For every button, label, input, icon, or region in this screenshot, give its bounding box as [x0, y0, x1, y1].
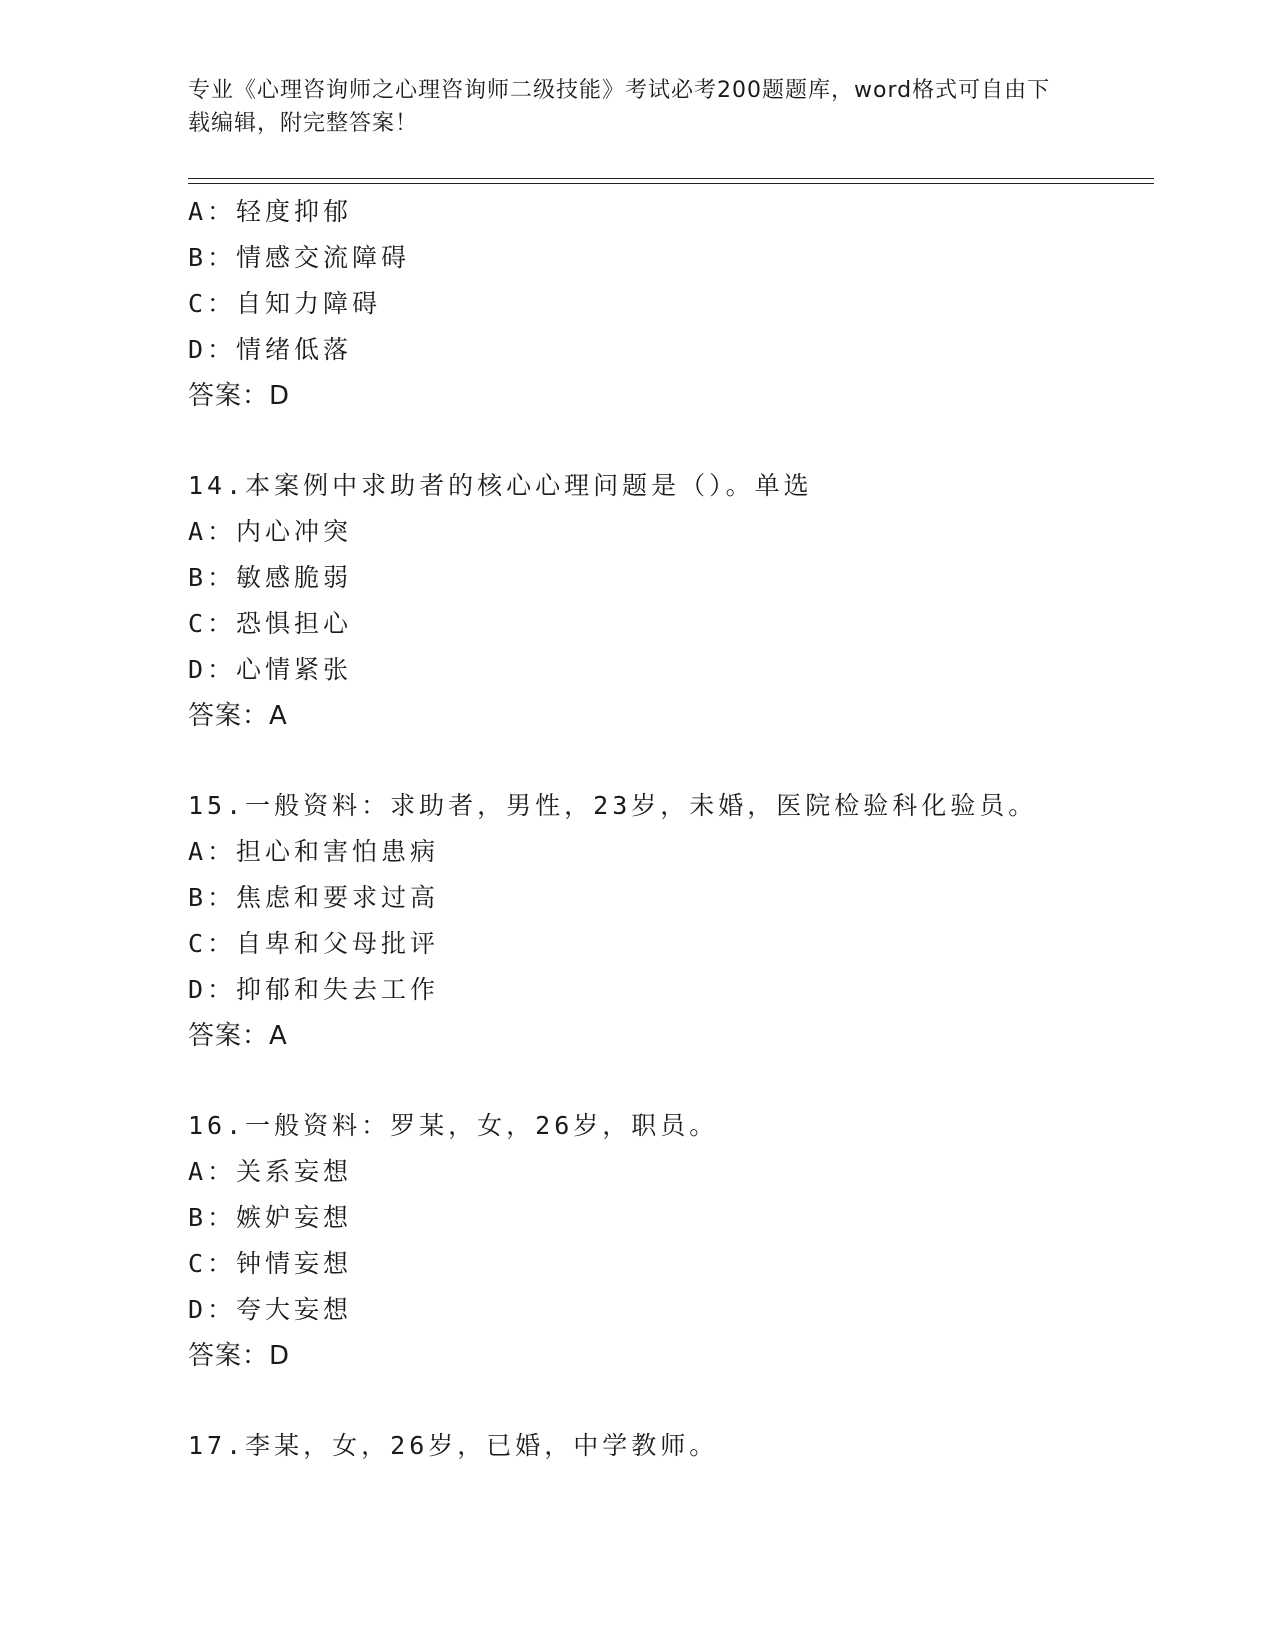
option-a: A：关系妄想 [188, 1157, 353, 1186]
question-text: 14.本案例中求助者的核心心理问题是（）。单选 [188, 471, 813, 500]
option-a: A：轻度抑郁 [188, 197, 353, 226]
question-text: 16.一般资料：罗某，女，26岁，职员。 [188, 1111, 719, 1140]
option-b: B：敏感脆弱 [188, 563, 353, 592]
option-c: C：恐惧担心 [188, 609, 353, 638]
question-text: 15.一般资料：求助者，男性，23岁，未婚，医院检验科化验员。 [188, 791, 1038, 820]
option-d: D：夸大妄想 [188, 1295, 353, 1324]
question-17 [188, 1423, 1154, 1469]
header-divider-top [188, 178, 1154, 179]
answer-line: 答案：D [188, 381, 291, 411]
option-d: D：抑郁和失去工作 [188, 975, 440, 1004]
question-14 [188, 463, 1154, 739]
option-c: C：自知力障碍 [188, 289, 382, 318]
option-a: A：担心和害怕患病 [188, 837, 440, 866]
header-divider-bottom [188, 183, 1154, 184]
option-d: D：情绪低落 [188, 335, 353, 364]
question-13-continued [188, 189, 1154, 419]
option-c: C：钟情妄想 [188, 1249, 353, 1278]
option-a: A：内心冲突 [188, 517, 353, 546]
question-list [188, 189, 1154, 1469]
question-15 [188, 783, 1154, 1059]
answer-line: 答案：D [188, 1341, 291, 1371]
option-b: B：情感交流障碍 [188, 243, 411, 272]
option-b: B：焦虑和要求过高 [188, 883, 440, 912]
answer-line: 答案：A [188, 1021, 288, 1051]
answer-line: 答案：A [188, 701, 288, 731]
option-d: D：心情紧张 [188, 655, 353, 684]
option-c: C：自卑和父母批评 [188, 929, 440, 958]
option-b: B：嫉妒妄想 [188, 1203, 353, 1232]
question-text: 17.李某，女，26岁，已婚，中学教师。 [188, 1431, 719, 1460]
document-intro: 专业《心理咨询师之心理咨询师二级技能》考试必考200题题库，word格式可自由下载编辑，附完整答案！ [188, 78, 1051, 136]
question-16 [188, 1103, 1154, 1379]
